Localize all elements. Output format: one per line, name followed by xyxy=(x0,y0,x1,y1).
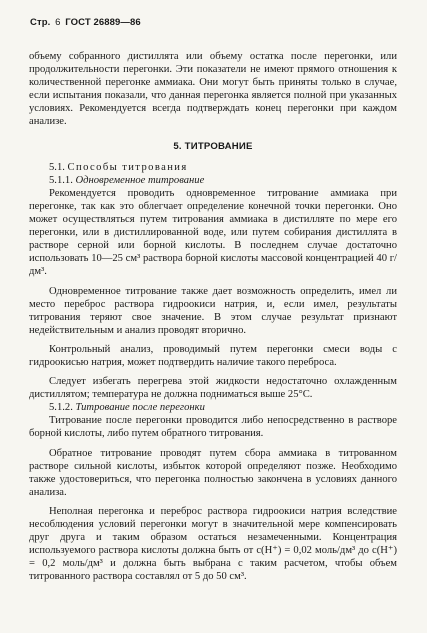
paragraph-back-titration: Обратное титрование проводят путем сбора аммиака в титрованном растворе сильной кислоты, избыток которой определяют позже. Необходимо также удостовериться, что перегонка полностью закончена в условиях данного анализа. xyxy=(29,447,397,498)
page-header xyxy=(30,17,141,28)
subsection-5-1-2 xyxy=(29,401,397,414)
subsection-5-1-number: 5.1. xyxy=(49,161,65,173)
paragraph-spillover-check: Одновременное титрование также дает возможность определить, имел ли место переброс раствора гидроокиси натрия, и, если имел, результаты титрования теряют свое значение. В этом случае результат признают недействительным и анализ проводят вторично. xyxy=(29,285,397,336)
subsection-5-1-title: Способы титрования xyxy=(67,161,188,173)
subsection-5-1-1-number: 5.1.1. xyxy=(49,174,73,186)
page-number: 6 xyxy=(55,17,61,28)
subsection-5-1-2-number: 5.1.2. xyxy=(49,402,73,414)
section-heading: 5. ТИТРОВАНИЕ xyxy=(173,140,253,152)
subsection-5-1 xyxy=(29,161,397,174)
subsection-5-1-1 xyxy=(29,174,397,187)
subsection-5-1-2-title: Титрование после перегонки xyxy=(75,402,205,414)
paragraph-control-analysis: Контрольный анализ, проводимый путем перегонки смеси воды с гидроокисью натрия, может подтвердить наличие такого переброса. xyxy=(29,343,397,368)
paragraph-simultaneous-titration: Рекомендуется проводить одновременное титрование аммиака при перегонке, так как это облегчает определение конечной точки перегонки. Оно может осуществляться путем титрования аммиака в дистилляте по мере его перегонки, или в дистиллированной воде, или путем собирания дистиллята в растворе серной или борной кислоты. В последнем случае достаточно использовать 10—25 см³ раствора борной кислоты массовой концентрацией 40 г/дм³. xyxy=(29,187,397,278)
subsection-5-1-1-title: Одновременное титрование xyxy=(75,174,205,186)
paragraph-incomplete-distillation: Неполная перегонка и переброс раствора гидроокиси натрия вследствие несоблюдения условий перегонки могут в значительной мере компенсировать друг друга и таким образом остаться незамеченными. Концентрация используемого раствора кислоты должна быть от c(H⁺) = 0,02 моль/дм³ до c(H⁺) = 0,2 моль/дм³ и должна быть выбрана с таким расчетом, чтобы объем титрованного раствора составлял от 5 до 50 см³. xyxy=(29,505,397,583)
paragraph-post-distillation: Титрование после перегонки проводится либо непосредственно в растворе борной кислоты, либо путем обратного титрования. xyxy=(29,415,397,440)
paragraph-overheating: Следует избегать перегрева этой жидкости недостаточно охлажденным дистиллятом; температура не должна подниматься выше 25°С. xyxy=(29,376,397,401)
page-body xyxy=(29,50,397,583)
paragraph-continuation: объему собранного дистиллята или объему остатка после перегонки, или продолжительности перегонки. Эти показатели не имеют прямого отношения к количественной перегонке аммиака. Они могут быть приняты только в случае, если испытания показали, что данная перегонка является полной при указанных условиях. Рекомендуется всегда подтверждать конец перегонки при каждом анализе. xyxy=(29,51,397,128)
standard-designation: ГОСТ 26889—86 xyxy=(65,17,141,28)
page-label: Стр. xyxy=(30,17,51,28)
